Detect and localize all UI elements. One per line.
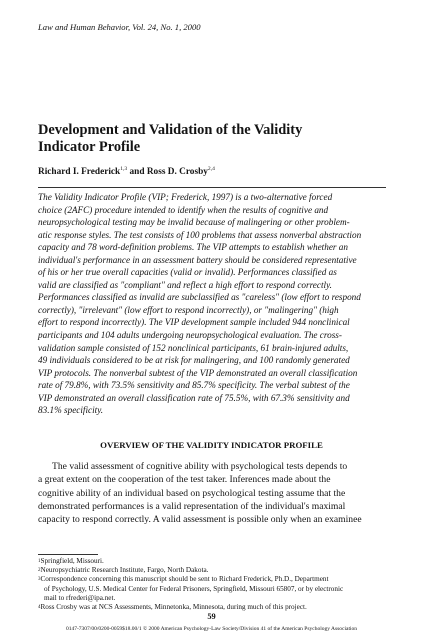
title-line: Indicator Profile [38, 139, 141, 155]
section-heading: OVERVIEW OF THE VALIDITY INDICATOR PROFILE [100, 440, 323, 450]
abstract-line: valid are classified as "compliant" and reflect a high effort to respond correctly. [38, 279, 332, 290]
abstract-line: choice (2AFC) procedure intended to identify when the results of cognitive and [38, 204, 329, 215]
body-line: a great extent on the cooperation of the test taker. Inferences made about the [38, 474, 331, 486]
body-text [38, 460, 386, 526]
footnote-text: Neuropsychiatric Research Institute, Fargo, North Dakota. [40, 566, 209, 575]
abstract-line: atic response styles. The test consists of 100 problems that assess nonverbal abstraction [38, 229, 362, 240]
author-affiliation-marker: 1,3 [120, 166, 128, 172]
footnote-text: mail to rfrederi@ipa.net. [44, 593, 116, 602]
copyright-line: 0147-7307/00/0200-0059$18.00/1 © 2000 American Psychology-Law Society/Division 41 of the American Psychology Association [65, 626, 358, 632]
footnote-divider [38, 554, 98, 555]
article-title [38, 122, 388, 156]
body-line: The valid assessment of cognitive ability with psychological tests depends to [52, 461, 348, 472]
abstract-line: VIP demonstrated an overall classification rate of 75.5%, with 67.3% sensitivity and [38, 392, 350, 403]
footnote-line [38, 585, 388, 594]
author-name: Richard I. Frederick [38, 167, 121, 177]
footnote-marker: 4 [38, 605, 41, 611]
title-line: Development and Validation of the Validity [38, 122, 303, 138]
footnote-text: of Psychology, U.S. Medical Center for Federal Prisoners, Springfield, Missouri 65807, or by electronic [44, 584, 344, 593]
footnote-line [38, 566, 388, 575]
abstract-line: capacity and 78 word-definition problems. The VIP attempts to establish whether an [38, 242, 348, 253]
footnote-line [38, 594, 388, 603]
abstract-line: 49 individuals considered to be at risk for malingering, and 100 randomly generated [38, 355, 350, 366]
body-line: capacity to respond correctly. A valid assessment is possible only when an examinee [38, 514, 362, 526]
footnote-text: Springfield, Missouri. [40, 557, 104, 565]
abstract [38, 191, 386, 417]
journal-citation: Law and Human Behavior, Vol. 24, No. 1, 2000 [38, 22, 201, 32]
footnote-marker: 2 [38, 568, 41, 574]
footnotes [38, 557, 388, 612]
abstract-line: of his or her true overall capacities (valid or invalid). Performances classified as [38, 267, 337, 278]
abstract-line: rate of 79.8%, with 73.5% sensitivity and 85.7% specificity. The verbal subtest of the [38, 380, 350, 391]
body-line: demonstrated performances is a valid representation of the individual's maximal [38, 500, 346, 512]
author-joiner: and [127, 167, 147, 177]
author-name: Ross D. Crosby [146, 167, 208, 177]
footnote-marker: 3 [38, 577, 41, 583]
page-number: 59 [207, 612, 216, 621]
abstract-line: correctly), "irrelevant" (low effort to respond incorrectly), or "malingering" (high [38, 304, 339, 315]
abstract-line: effort to respond incorrectly). The VIP development sample included 944 nonclinical [38, 317, 350, 328]
footnote-text: Correspondence concerning this manuscript should be sent to Richard Frederick, Ph.D., Department [40, 575, 329, 584]
body-line: cognitive ability of an individual based on psychological testing assume that the [38, 487, 346, 499]
footnote-line [38, 557, 388, 566]
footnote-text: Ross Crosby was at NCS Assessments, Minnetonka, Minnesota, during much of this project. [40, 603, 307, 612]
abstract-line: The Validity Indicator Profile (VIP; Frederick, 1997) is a two-alternative forced [38, 192, 333, 202]
abstract-divider [38, 187, 386, 188]
abstract-line: Performances classified as invalid are subclassified as "careless" (low effort to respond [38, 292, 361, 303]
author-line [38, 167, 215, 177]
footnote-marker: 1 [38, 559, 41, 564]
abstract-line: VIP protocols. The nonverbal subtest of the VIP demonstrated an overall classification [38, 367, 358, 378]
abstract-line: 83.1% specificity. [38, 405, 104, 416]
abstract-line: participants and 104 adults undergoing neuropsychological evaluation. The cross- [38, 330, 342, 341]
abstract-line: individual's performance in an assessment battery should be considered representative [38, 254, 357, 265]
footnote-line [38, 603, 388, 612]
footnote-line [38, 575, 388, 584]
abstract-line: validation sample consisted of 152 nonclinical participants, 61 brain-injured adults, [38, 342, 349, 353]
abstract-line: neuropsychological testing may be invalid because of malingering or other problem- [38, 217, 350, 228]
author-affiliation-marker: 2,4 [207, 166, 215, 172]
